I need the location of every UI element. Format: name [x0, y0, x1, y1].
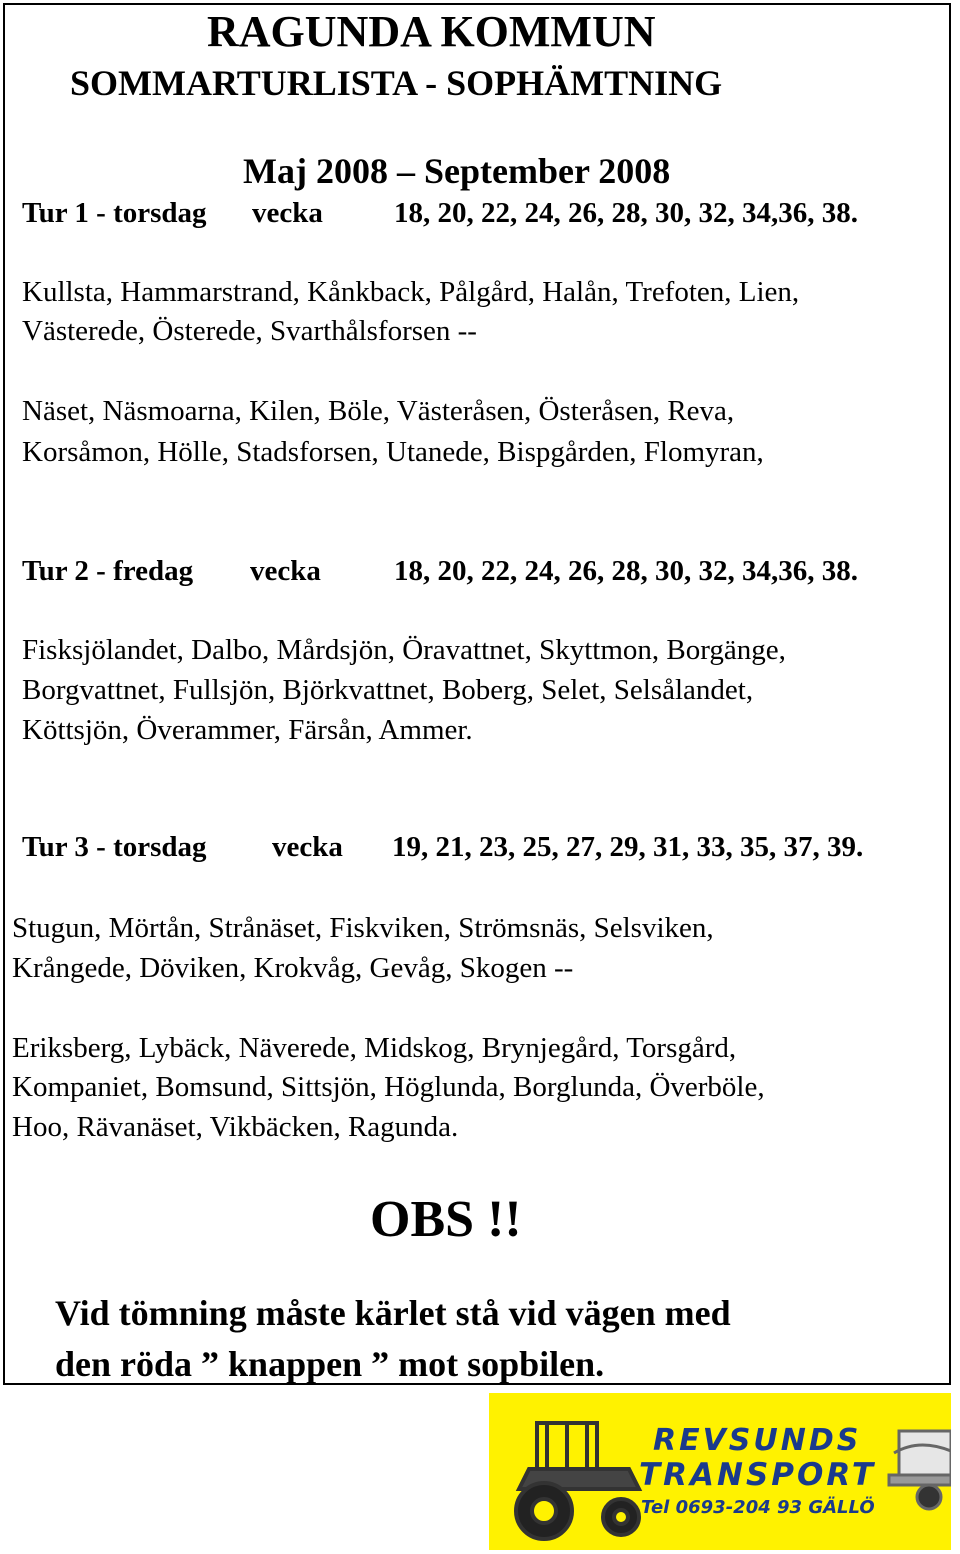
- route-1-area-line: Kullsta, Hammarstrand, Kånkback, Pålgård, Halån, Trefoten, Lien,: [22, 276, 800, 308]
- notice-heading: OBS !!: [370, 1191, 522, 1248]
- route-2-week-word: vecka: [250, 555, 321, 587]
- route-3-week-word: vecka: [272, 831, 343, 863]
- route-2-area-line: Borgvattnet, Fullsjön, Björkvattnet, Boberg, Selet, Selsålandet,: [22, 674, 754, 706]
- notice-line: Vid tömning måste kärlet stå vid vägen med: [55, 1293, 731, 1333]
- route-3-label: Tur 3 - torsdag: [22, 831, 207, 863]
- period-heading: Maj 2008 – September 2008: [243, 151, 671, 191]
- route-3-area-line: Krångede, Döviken, Krokvåg, Gevåg, Skogen --: [12, 952, 574, 984]
- route-2-area-line: Köttsjön, Överammer, Färsån, Ammer.: [22, 714, 473, 746]
- route-1-area-line: Korsåmon, Hölle, Stadsforsen, Utanede, Bispgården, Flomyran,: [22, 436, 764, 468]
- route-2-weeks: 18, 20, 22, 24, 26, 28, 30, 32, 34,36, 38.: [394, 555, 858, 587]
- route-1-area-line: Västerede, Österede, Svarthålsforsen --: [22, 315, 477, 347]
- route-3-area-line: Kompaniet, Bomsund, Sittsjön, Höglunda, Borglunda, Överböle,: [12, 1071, 765, 1103]
- company-contact: Tel 0693-204 93 GÄLLÖ: [641, 1497, 875, 1518]
- truck-icon: [889, 1431, 951, 1509]
- company-name-line1: REVSUNDS: [653, 1423, 862, 1458]
- route-2-area-line: Fisksjölandet, Dalbo, Mårdsjön, Öravattnet, Skyttmon, Borgänge,: [22, 634, 786, 666]
- revsunds-transport-banner: [489, 1393, 951, 1550]
- route-3-area-line: Stugun, Mörtån, Strånäset, Fiskviken, Strömsnäs, Selsviken,: [12, 912, 714, 944]
- page-subtitle: SOMMARTURLISTA - SOPHÄMTNING: [70, 63, 723, 103]
- company-name-line2: TRANSPORT: [639, 1457, 876, 1493]
- org-title: RAGUNDA KOMMUN: [207, 7, 656, 56]
- notice-line: den röda ” knappen ” mot sopbilen.: [55, 1344, 605, 1384]
- route-1-area-line: Näset, Näsmoarna, Kilen, Böle, Västeråsen, Österåsen, Reva,: [22, 395, 735, 427]
- route-3-area-line: Hoo, Rävanäset, Vikbäcken, Ragunda.: [12, 1111, 459, 1143]
- route-2-label: Tur 2 - fredag: [22, 555, 194, 587]
- route-1-weeks: 18, 20, 22, 24, 26, 28, 30, 32, 34,36, 38.: [394, 197, 858, 229]
- route-1-label: Tur 1 - torsdag: [22, 197, 207, 229]
- route-3-weeks: 19, 21, 23, 25, 27, 29, 31, 33, 35, 37, 39.: [392, 831, 864, 863]
- route-3-area-line: Eriksberg, Lybäck, Näverede, Midskog, Brynjegård, Torsgård,: [12, 1032, 737, 1064]
- tractor-icon: [516, 1423, 639, 1539]
- route-1-week-word: vecka: [252, 197, 323, 229]
